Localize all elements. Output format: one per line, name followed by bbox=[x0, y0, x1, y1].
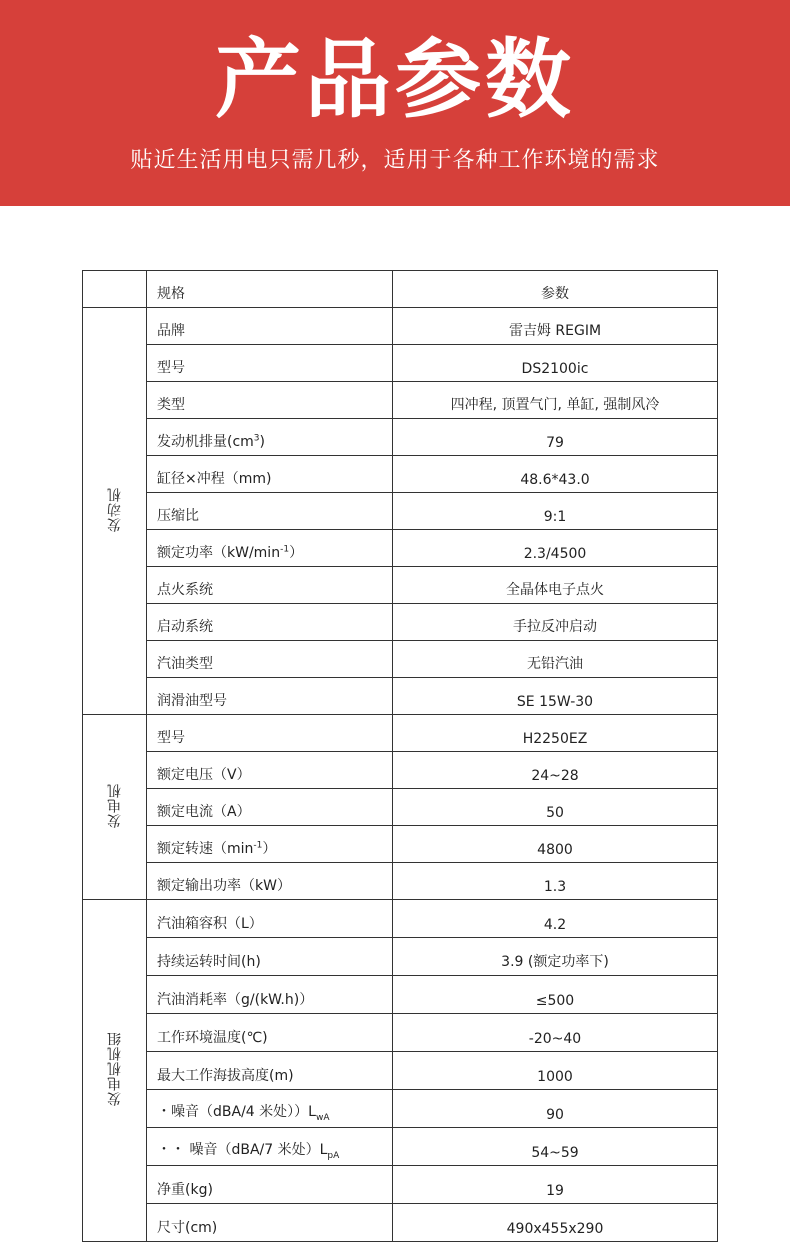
table-row bbox=[83, 900, 718, 938]
spec-name-cell bbox=[147, 1052, 393, 1090]
spec-name: 汽油箱容积（L） bbox=[157, 916, 263, 932]
spec-name: 净重(kg) bbox=[157, 1182, 213, 1198]
spec-name: 压缩比 bbox=[157, 508, 199, 524]
table-row bbox=[83, 678, 718, 715]
table-row bbox=[83, 826, 718, 863]
spec-name-cell bbox=[147, 1204, 393, 1242]
group-label-cell bbox=[83, 900, 147, 1242]
table-row bbox=[83, 382, 718, 419]
group-label: 发电机机组 bbox=[106, 1031, 123, 1106]
spec-value: 19 bbox=[393, 1166, 718, 1204]
table-row bbox=[83, 1052, 718, 1090]
spec-name: 额定输出功率（kW） bbox=[157, 878, 291, 894]
table-row bbox=[83, 641, 718, 678]
spec-value: DS2100ic bbox=[393, 345, 718, 382]
spec-name: 点火系统 bbox=[157, 582, 213, 598]
spec-name: 发动机排量(cm bbox=[157, 434, 254, 450]
spec-name: 额定功率（kW/min bbox=[157, 545, 281, 561]
spec-name: ・噪音（dBA/4 米处））L bbox=[157, 1104, 316, 1121]
spec-table bbox=[82, 270, 718, 1242]
spec-value: SE 15W-30 bbox=[393, 678, 718, 715]
spec-value: 2.3/4500 bbox=[393, 530, 718, 567]
header-blank-cell bbox=[83, 271, 147, 308]
spec-name: 尺寸(cm) bbox=[157, 1220, 218, 1236]
spec-value: 4800 bbox=[393, 826, 718, 863]
header-banner bbox=[0, 0, 790, 206]
spec-name-cell bbox=[147, 604, 393, 641]
spec-value: 48.6*43.0 bbox=[393, 456, 718, 493]
spec-name-cell bbox=[147, 1090, 393, 1128]
table-row bbox=[83, 863, 718, 900]
spec-name: 类型 bbox=[157, 397, 185, 413]
spec-name: 型号 bbox=[157, 730, 185, 746]
spec-name: 型号 bbox=[157, 360, 185, 376]
table-row bbox=[83, 308, 718, 345]
spec-value: H2250EZ bbox=[393, 715, 718, 752]
spec-value: 3.9 (额定功率下) bbox=[393, 938, 718, 976]
spec-value: 90 bbox=[393, 1090, 718, 1128]
spec-name-cell bbox=[147, 789, 393, 826]
spec-name-cell bbox=[147, 826, 393, 863]
spec-name-cell bbox=[147, 1014, 393, 1052]
table-row bbox=[83, 456, 718, 493]
spec-name-cell bbox=[147, 752, 393, 789]
spec-name-cell bbox=[147, 678, 393, 715]
spec-name-superscript: -1 bbox=[253, 840, 263, 851]
page-subtitle: 贴近生活用电只需几秒，适用于各种工作环境的需求 bbox=[130, 148, 660, 173]
spec-name-cell bbox=[147, 419, 393, 456]
spec-name-cell bbox=[147, 1166, 393, 1204]
spec-name-cell bbox=[147, 456, 393, 493]
spec-name-cell bbox=[147, 493, 393, 530]
spec-name-cell bbox=[147, 567, 393, 604]
spec-value: 4.2 bbox=[393, 900, 718, 938]
table-row bbox=[83, 493, 718, 530]
spec-name-subscript: pA bbox=[327, 1151, 340, 1161]
spec-value: 9:1 bbox=[393, 493, 718, 530]
spec-value: 1.3 bbox=[393, 863, 718, 900]
table-row bbox=[83, 1204, 718, 1242]
spec-value: -20~40 bbox=[393, 1014, 718, 1052]
spec-name-cell bbox=[147, 308, 393, 345]
table-row bbox=[83, 976, 718, 1014]
spec-value: 79 bbox=[393, 419, 718, 456]
spec-name: 额定电流（A） bbox=[157, 804, 251, 820]
spec-value: 1000 bbox=[393, 1052, 718, 1090]
spec-value: ≤500 bbox=[393, 976, 718, 1014]
spec-name-suffix: ) bbox=[259, 434, 265, 450]
spec-name: 工作环境温度(℃) bbox=[157, 1030, 268, 1046]
spec-value: 全晶体电子点火 bbox=[393, 567, 718, 604]
table-row bbox=[83, 567, 718, 604]
spec-name: 品牌 bbox=[157, 323, 185, 339]
spec-value: 490x455x290 bbox=[393, 1204, 718, 1242]
spec-value: 四冲程, 顶置气门, 单缸, 强制风冷 bbox=[393, 382, 718, 419]
spec-name: 额定转速（min bbox=[157, 841, 254, 857]
spec-name: 持续运转时间(h) bbox=[157, 954, 261, 970]
spec-name-suffix: ） bbox=[262, 841, 277, 857]
table-header-row bbox=[83, 271, 718, 308]
spec-name-suffix: ） bbox=[289, 545, 304, 561]
table-row bbox=[83, 1166, 718, 1204]
spec-name-cell bbox=[147, 900, 393, 938]
page-title: 产品参数 bbox=[215, 30, 575, 130]
group-label: 发电机 bbox=[106, 782, 123, 828]
spec-value: 手拉反冲启动 bbox=[393, 604, 718, 641]
spec-name-subscript: wA bbox=[315, 1113, 330, 1123]
column-header-param: 参数 bbox=[393, 271, 718, 308]
column-header-spec: 规格 bbox=[147, 271, 393, 308]
spec-name-cell bbox=[147, 345, 393, 382]
spec-name: 汽油消耗率（g/(kW.h)） bbox=[157, 992, 314, 1008]
spec-name-cell bbox=[147, 863, 393, 900]
spec-name-superscript: -1 bbox=[280, 544, 290, 555]
group-label-cell bbox=[83, 715, 147, 900]
spec-name-superscript: 3 bbox=[253, 433, 260, 444]
spec-name: 额定电压（V） bbox=[157, 767, 251, 783]
spec-name: 最大工作海拔高度(m) bbox=[157, 1068, 294, 1084]
spec-name-cell bbox=[147, 938, 393, 976]
spec-value: 雷吉姆 REGIM bbox=[393, 308, 718, 345]
table-row bbox=[83, 345, 718, 382]
spec-name-cell bbox=[147, 976, 393, 1014]
spec-name-cell bbox=[147, 715, 393, 752]
group-label: 发动机 bbox=[106, 486, 123, 532]
spec-name: 润滑油型号 bbox=[157, 693, 227, 709]
table-row bbox=[83, 715, 718, 752]
spec-value: 50 bbox=[393, 789, 718, 826]
table-row bbox=[83, 604, 718, 641]
spec-name: ・・ 噪音（dBA/7 米处）L bbox=[157, 1142, 328, 1159]
spec-name-cell bbox=[147, 530, 393, 567]
spec-name: 缸径×冲程（mm) bbox=[157, 471, 272, 487]
table-row bbox=[83, 530, 718, 567]
table-row bbox=[83, 752, 718, 789]
spec-value: 无铅汽油 bbox=[393, 641, 718, 678]
spec-name: 启动系统 bbox=[157, 619, 213, 635]
table-row bbox=[83, 1014, 718, 1052]
spec-value: 54~59 bbox=[393, 1128, 718, 1166]
table-row bbox=[83, 1090, 718, 1128]
spec-name-cell bbox=[147, 1128, 393, 1166]
table-row bbox=[83, 419, 718, 456]
spec-value: 24~28 bbox=[393, 752, 718, 789]
spec-name-cell bbox=[147, 641, 393, 678]
table-row bbox=[83, 789, 718, 826]
spec-name-cell bbox=[147, 382, 393, 419]
group-label-cell bbox=[83, 308, 147, 715]
table-row bbox=[83, 1128, 718, 1166]
spec-name: 汽油类型 bbox=[157, 656, 213, 672]
table-row bbox=[83, 938, 718, 976]
